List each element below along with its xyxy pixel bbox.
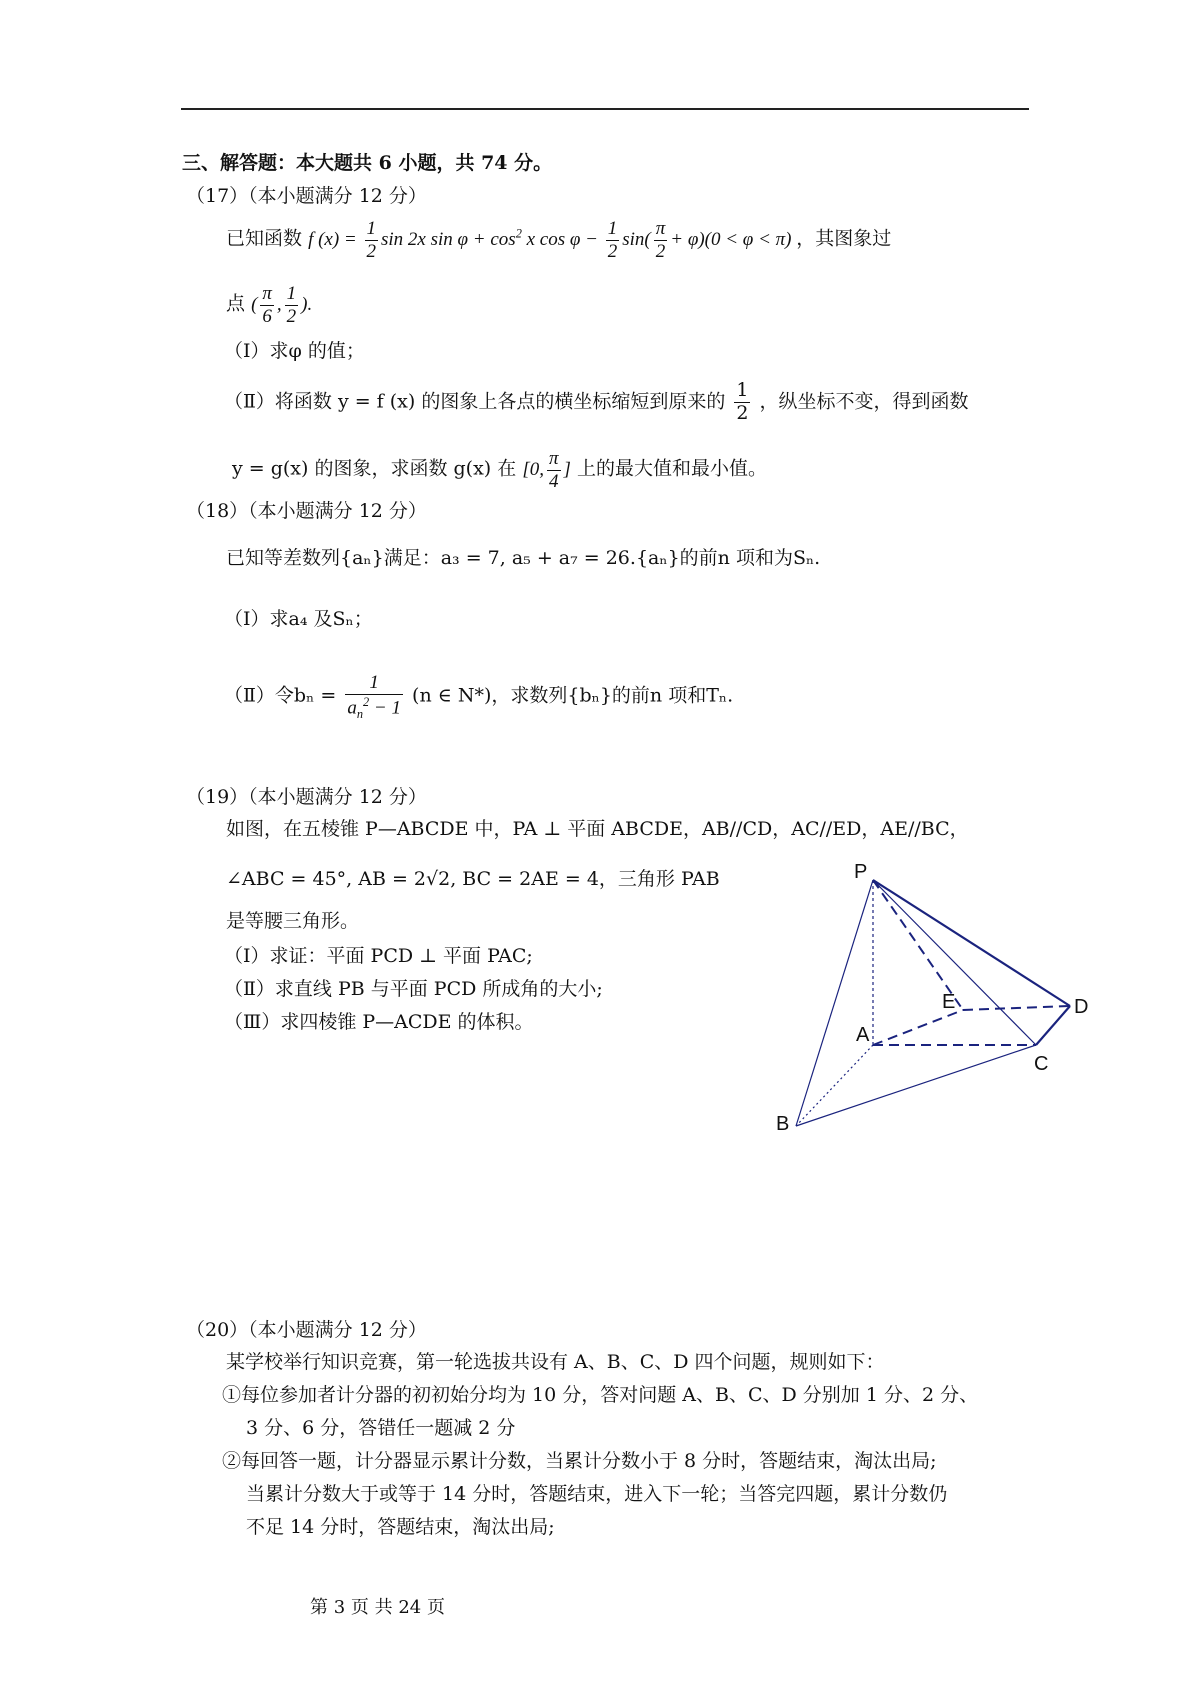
q17-intro [226, 218, 891, 263]
label-D: D [1074, 996, 1089, 1018]
q18-bn-fraction: $\frac{1}{a_n^2 - 1}$ [347, 672, 401, 721]
q19-line3: 是等腰三角形。 [226, 910, 360, 932]
pyramid-figure [770, 860, 1110, 1140]
q17-header: （17）（本小题满分 12 分） [186, 185, 427, 207]
q17-half-fraction: $\frac{1}{2}$ [736, 379, 749, 424]
q17-part2-d: 上的最大值和最小值。 [576, 457, 767, 480]
q19-line1: 如图，在五棱锥 P—ABCDE 中，PA ⊥ 平面 ABCDE，AB//CD，AC//ED，AE//BC， [226, 818, 969, 840]
q20-header: （20）（本小题满分 12 分） [186, 1319, 427, 1341]
section-title: 三、解答题：本大题共 6 小题，共 74 分。 [182, 152, 553, 174]
q19-line2: ∠ABC = 45°, AB = 2√2, BC = 2AE = 4，三角形 PAB [226, 868, 720, 890]
edge-ED [963, 1006, 1070, 1010]
q17-part2-c: y = g(x) 的图象，求函数 g(x) 在 [232, 457, 517, 480]
edge-BC [796, 1045, 1036, 1126]
q18-part1: （Ⅰ）求a₄ 及Sₙ； [224, 608, 373, 630]
q17-point-prefix: 点 [226, 292, 246, 315]
q20-line4: ②每回答一题，计分器显示累计分数，当累计分数小于 8 分时，答题结束，淘汰出局; [222, 1450, 937, 1472]
q20-line2: ①每位参加者计分器的初初始分均为 10 分，答对问题 A、B、C、D 分别加 1 分、2 分、 [222, 1384, 979, 1406]
q20-line1: 某学校举行知识竞赛，第一轮选拔共设有 A、B、C、D 四个问题，规则如下： [226, 1351, 885, 1373]
label-B: B [776, 1113, 790, 1135]
label-A: A [856, 1024, 870, 1046]
q17-intro-prefix: 已知函数 [226, 227, 303, 250]
q18-intro: 已知等差数列{aₙ}满足：a₃ = 7, a₅ + a₇ = 26.{aₙ}的前n 项和为Sₙ. [226, 547, 821, 569]
q17-part2-line1 [224, 380, 969, 425]
label-C: C [1034, 1053, 1049, 1075]
label-E: E [942, 991, 956, 1013]
q18-part2-a: （Ⅱ）令bₙ = [224, 684, 337, 707]
q19-part2: （Ⅱ）求直线 PB 与平面 PCD 所成角的大小; [224, 978, 603, 1000]
q17-point [226, 283, 312, 328]
q17-part2-b: ，纵坐标不变，得到函数 [759, 390, 969, 413]
q17-part1: （Ⅰ）求φ 的值； [224, 340, 365, 362]
q20-line3: 3 分、6 分，答错任一题减 2 分 [246, 1417, 516, 1439]
q19-part1: （Ⅰ）求证：平面 PCD ⊥ 平面 PAC; [224, 945, 533, 967]
label-P: P [854, 861, 868, 883]
q17-part2-a: （Ⅱ）将函数 y = f (x) 的图象上各点的横坐标缩短到原来的 [224, 390, 726, 413]
q18-part2 [224, 672, 733, 721]
q20-line6: 不足 14 分时，答题结束，淘汰出局; [246, 1516, 555, 1538]
header-rule [181, 108, 1029, 110]
q19-part3: （Ⅲ）求四棱锥 P—ACDE 的体积。 [224, 1011, 534, 1033]
edge-PD [873, 880, 1070, 1006]
page-footer: 第 3 页 共 24 页 [310, 1597, 445, 1618]
edge-AB [796, 1045, 873, 1126]
q18-part2-b: (n ∈ N*)，求数列{bₙ}的前n 项和Tₙ. [412, 684, 734, 707]
q17-part2-line2 [232, 448, 767, 493]
q18-header: （18）（本小题满分 12 分） [186, 500, 427, 522]
q17-interval: [0, $\frac{\pi}{4}$ ] [522, 448, 571, 492]
q17-function-formula: f (x) = $\frac{1}{2}$ sin 2x $\sin \varphi + \cos^2 x$ cos φ − $\frac{1}{2}$ sin( $\frac{\pi}{2}$ + φ)(0 < φ < π) [308, 218, 797, 262]
edge-PC [873, 880, 1036, 1045]
q17-point-formula: ( $\frac{\pi}{6}$ , $\frac{1}{2}$ ). [251, 283, 313, 327]
edge-AE [873, 1010, 963, 1045]
edge-PB [796, 880, 873, 1126]
q19-header: （19）（本小题满分 12 分） [186, 786, 427, 808]
q20-line5: 当累计分数大于或等于 14 分时，答题结束，进入下一轮；当答完四题，累计分数仍 [246, 1483, 948, 1505]
edge-CD [1036, 1006, 1070, 1045]
q17-intro-suffix: ，其图象过 [796, 227, 892, 250]
